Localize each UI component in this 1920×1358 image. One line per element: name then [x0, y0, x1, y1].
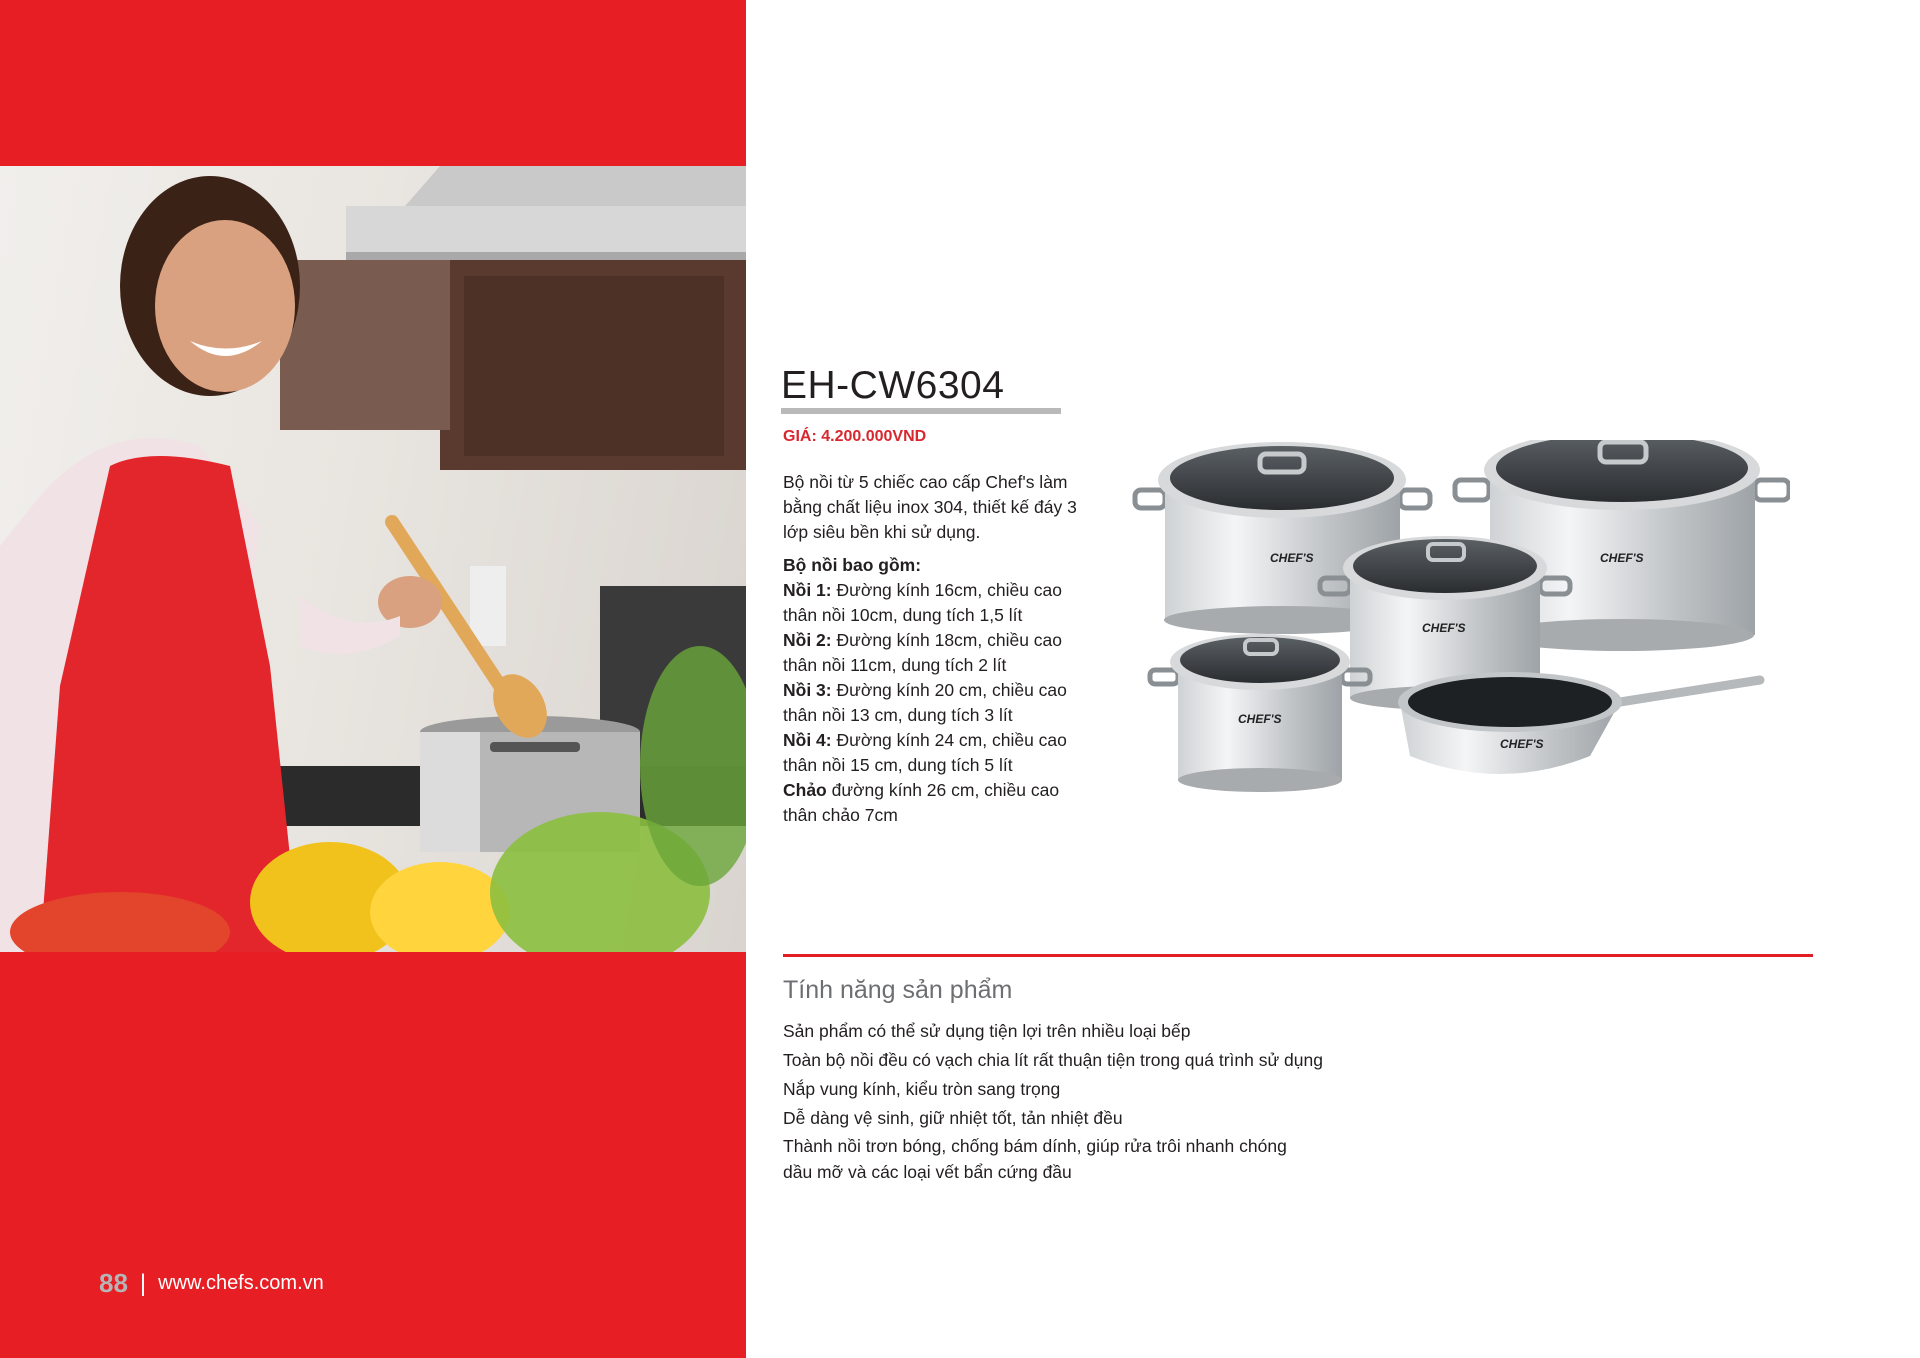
set-item-label: Nồi 1: [783, 580, 832, 600]
features-list [783, 1017, 1323, 1185]
brand-logo: CHEF'S [1422, 621, 1466, 635]
features-title: Tính năng sản phẩm [783, 976, 1013, 1004]
set-item-label: Chảo [783, 780, 827, 800]
set-item [783, 628, 1083, 678]
feature-item: Thành nồi trơn bóng, chống bám dính, giúp rửa trôi nhanh chóng dầu mỡ và các loại vết bẩn cứng đầu [783, 1136, 1287, 1182]
set-item-text: Đường kính 18cm, chiều cao thân nồi 11cm, dung tích 2 lít [783, 630, 1063, 675]
product-price: GIÁ: 4.200.000VND [783, 428, 927, 445]
website-link[interactable]: www.chefs.com.vn [158, 1272, 324, 1294]
includes-label: Bộ nồi bao gồm: [783, 555, 922, 575]
set-item-text: đường kính 26 cm, chiều cao thân chảo 7cm [783, 780, 1060, 825]
feature-item: Nắp vung kính, kiểu tròn sang trọng [783, 1079, 1061, 1099]
page-number: 88 [99, 1268, 128, 1298]
kitchen-photo [0, 166, 746, 952]
set-item-text: Đường kính 16cm, chiều cao thân nồi 10cm, dung tích 1,5 lít [783, 580, 1063, 625]
left-red-panel [0, 0, 746, 1358]
brand-logo: CHEF'S [1500, 737, 1544, 751]
frying-pan-26cm [1398, 672, 1760, 774]
product-model: EH-CW6304 [781, 364, 1005, 407]
set-item-label: Nồi 3: [783, 680, 832, 700]
feature-item: Dễ dàng vệ sinh, giữ nhiệt tốt, tản nhiệt đều [783, 1108, 1123, 1128]
set-item [783, 678, 1083, 728]
brand-logo: CHEF'S [1270, 551, 1314, 565]
page-footer [99, 1268, 324, 1299]
cookware-illustration [1110, 440, 1790, 800]
feature-item: Sản phẩm có thể sử dụng tiện lợi trên nhiều loại bếp [783, 1021, 1191, 1041]
cookware-set-image [1110, 440, 1790, 800]
set-item [783, 578, 1083, 628]
title-underline [781, 408, 1061, 414]
section-divider [783, 954, 1813, 957]
set-item [783, 778, 1083, 828]
set-item-label: Nồi 2: [783, 630, 832, 650]
feature-item: Toàn bộ nồi đều có vạch chia lít rất thuận tiện trong quá trình sử dụng [783, 1050, 1323, 1070]
set-item-label: Nồi 4: [783, 730, 832, 750]
description-text: Bộ nồi từ 5 chiếc cao cấp Chef's làm bằng chất liệu inox 304, thiết kế đáy 3 lớp siêu bền khi sử dụng. [783, 472, 1077, 542]
set-item-text: Đường kính 20 cm, chiều cao thân nồi 13 cm, dung tích 3 lít [783, 680, 1067, 725]
brand-logo: CHEF'S [1238, 712, 1282, 726]
product-description [783, 470, 1083, 828]
set-item-text: Đường kính 24 cm, chiều cao thân nồi 15 cm, dung tích 5 lít [783, 730, 1067, 775]
footer-separator: | [139, 1269, 147, 1297]
woman-cooking-illustration [0, 166, 746, 952]
set-item [783, 728, 1083, 778]
brand-logo: CHEF'S [1600, 551, 1644, 565]
